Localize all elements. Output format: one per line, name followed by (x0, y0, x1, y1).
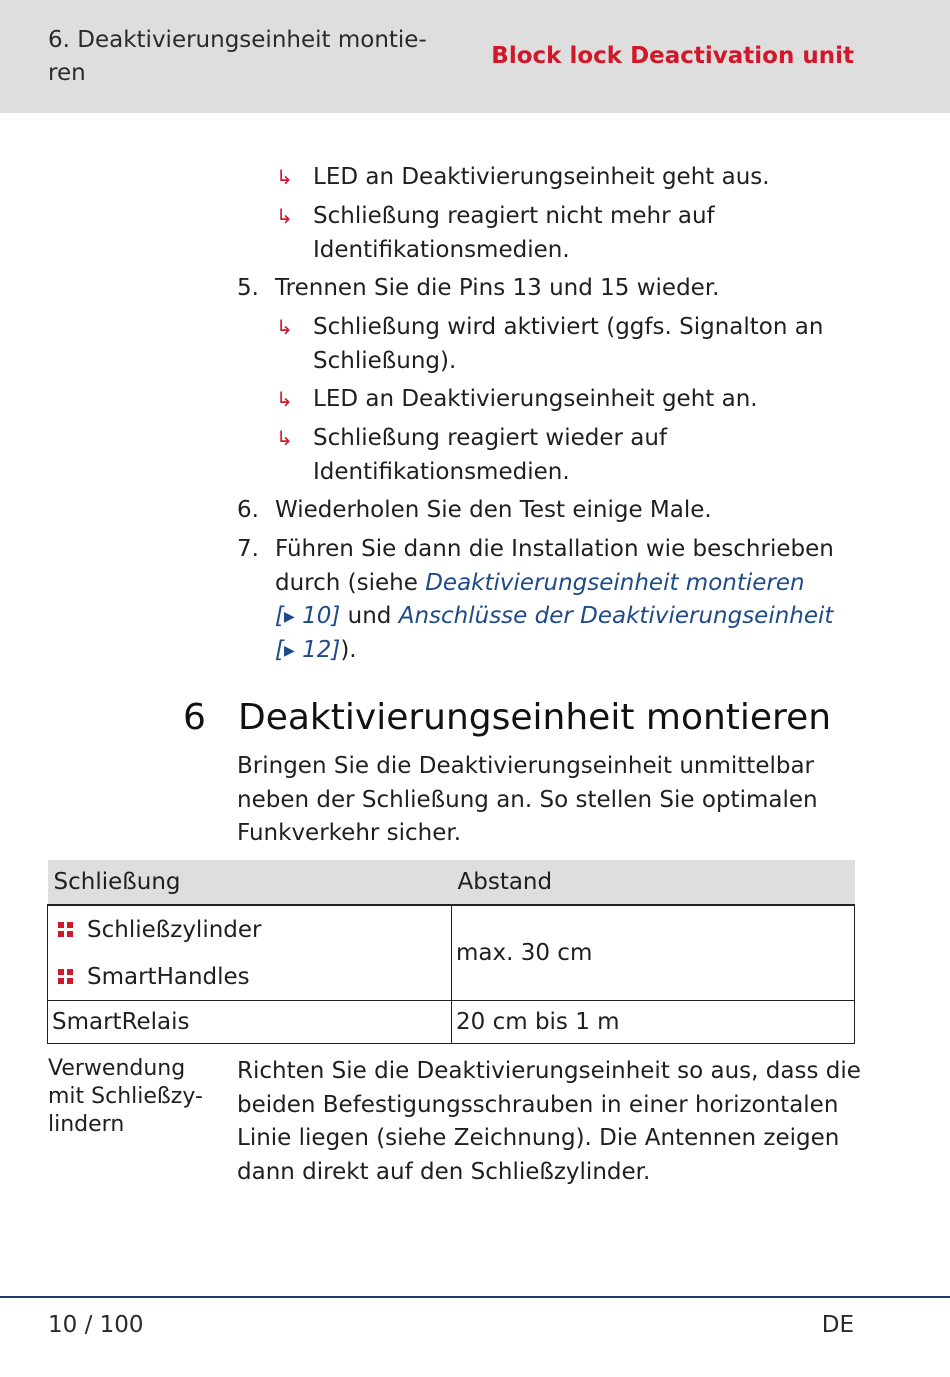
margin-note-line2: mit Schließzy- (48, 1084, 203, 1109)
result-arrow-icon: ↳ (276, 426, 293, 450)
table-cell-distance-1: max. 30 cm (452, 905, 855, 1001)
list-item (52, 953, 451, 1000)
language-code: DE (821, 1312, 854, 1338)
result-b3-line1: Schließung reagiert wieder auf (313, 425, 668, 451)
result-b3-line2: Identifikationsmedien. (313, 459, 570, 485)
footer-divider (0, 1296, 950, 1298)
usage-line3: Linie liegen (siehe Zeichnung). Die Antennen zeigen (237, 1125, 840, 1151)
lock-type-smarthandles: SmartHandles (87, 963, 250, 990)
margin-note-line1: Verwendung (48, 1056, 186, 1081)
page-number: 10 / 100 (48, 1312, 144, 1338)
step-5-number: 5. (237, 275, 259, 301)
distance-table (47, 860, 855, 1044)
triangle-right-icon: ▶ (283, 643, 295, 659)
result-arrow-icon: ↳ (276, 204, 293, 228)
step-7-close: ). (340, 637, 357, 663)
section-title: Deaktivierungseinheit montieren (238, 697, 832, 738)
ref-bracket: [ (275, 637, 284, 663)
list-item (52, 906, 451, 953)
table-row (48, 1001, 855, 1044)
intro-line2: neben der Schließung an. So stellen Sie optimalen (237, 787, 818, 813)
result-arrow-icon: ↳ (276, 165, 293, 189)
page-ref-12: 12] (294, 637, 341, 663)
step-7-and: und (340, 603, 399, 629)
link-deaktivierungseinheit-montieren[interactable]: Deaktivierungseinheit montieren (425, 570, 805, 596)
table-header-abstand: Abstand (452, 860, 855, 905)
header-section-title-line1: 6. Deaktivierungseinheit montie- (48, 27, 427, 53)
step-5-text: Trennen Sie die Pins 13 und 15 wieder. (275, 275, 720, 301)
step-7-number: 7. (237, 536, 259, 562)
result-a2-line1: Schließung reagiert nicht mehr auf (313, 203, 715, 229)
header-section-title-line2: ren (48, 60, 86, 86)
result-arrow-icon: ↳ (276, 315, 293, 339)
result-a2-line2: Identifikationsmedien. (313, 237, 570, 263)
margin-note (48, 1055, 218, 1139)
table-header-row (48, 860, 855, 905)
header-section-title (48, 24, 428, 90)
result-b2: LED an Deaktivierungseinheit geht an. (313, 386, 758, 412)
page-ref-link-12[interactable] (275, 637, 340, 663)
page-header (0, 0, 950, 113)
header-product-name: Block lock Deactivation unit (491, 43, 854, 69)
step-7-line3 (275, 599, 833, 634)
table-cell-smartrelais: SmartRelais (48, 1001, 452, 1044)
triangle-right-icon: ▶ (283, 609, 295, 625)
bullet-icon (58, 922, 73, 937)
table-cell-lock-types (48, 905, 452, 1001)
bullet-icon (58, 969, 73, 984)
ref-bracket: [ (275, 603, 284, 629)
link-anschluesse-der-deaktivierungseinheit[interactable]: Anschlüsse der Deaktivierungseinheit (398, 603, 834, 629)
result-b1-line1: Schließung wird aktiviert (ggfs. Signalton an (313, 314, 824, 340)
table-cell-distance-2: 20 cm bis 1 m (452, 1001, 855, 1044)
step-7-line4 (275, 633, 357, 668)
page-ref-10: 10] (294, 603, 341, 629)
table-row (48, 905, 855, 1001)
result-b1-line2: Schließung). (313, 348, 457, 374)
step-6-number: 6. (237, 497, 259, 523)
step-7-line2 (275, 566, 805, 600)
step-7-line1: Führen Sie dann die Installation wie beschrieben (275, 536, 834, 562)
usage-line2: beiden Befestigungsschrauben in einer horizontalen (237, 1092, 839, 1118)
section-number: 6 (183, 697, 206, 738)
page-ref-link-10[interactable] (275, 603, 340, 629)
intro-line1: Bringen Sie die Deaktivierungseinheit unmittelbar (237, 753, 815, 779)
intro-line3: Funkverkehr sicher. (237, 820, 462, 846)
lock-type-schliesszylinder: Schließzylinder (87, 916, 262, 943)
step-7-text: durch (siehe (275, 570, 426, 596)
step-6-text: Wiederholen Sie den Test einige Male. (275, 497, 712, 523)
usage-line1: Richten Sie die Deaktivierungseinheit so aus, dass die (237, 1058, 861, 1084)
result-arrow-icon: ↳ (276, 387, 293, 411)
table-header-schliessung: Schließung (48, 860, 452, 905)
result-a1: LED an Deaktivierungseinheit geht aus. (313, 164, 770, 190)
usage-line4: dann direkt auf den Schließzylinder. (237, 1159, 651, 1185)
margin-note-line3: lindern (48, 1112, 125, 1137)
